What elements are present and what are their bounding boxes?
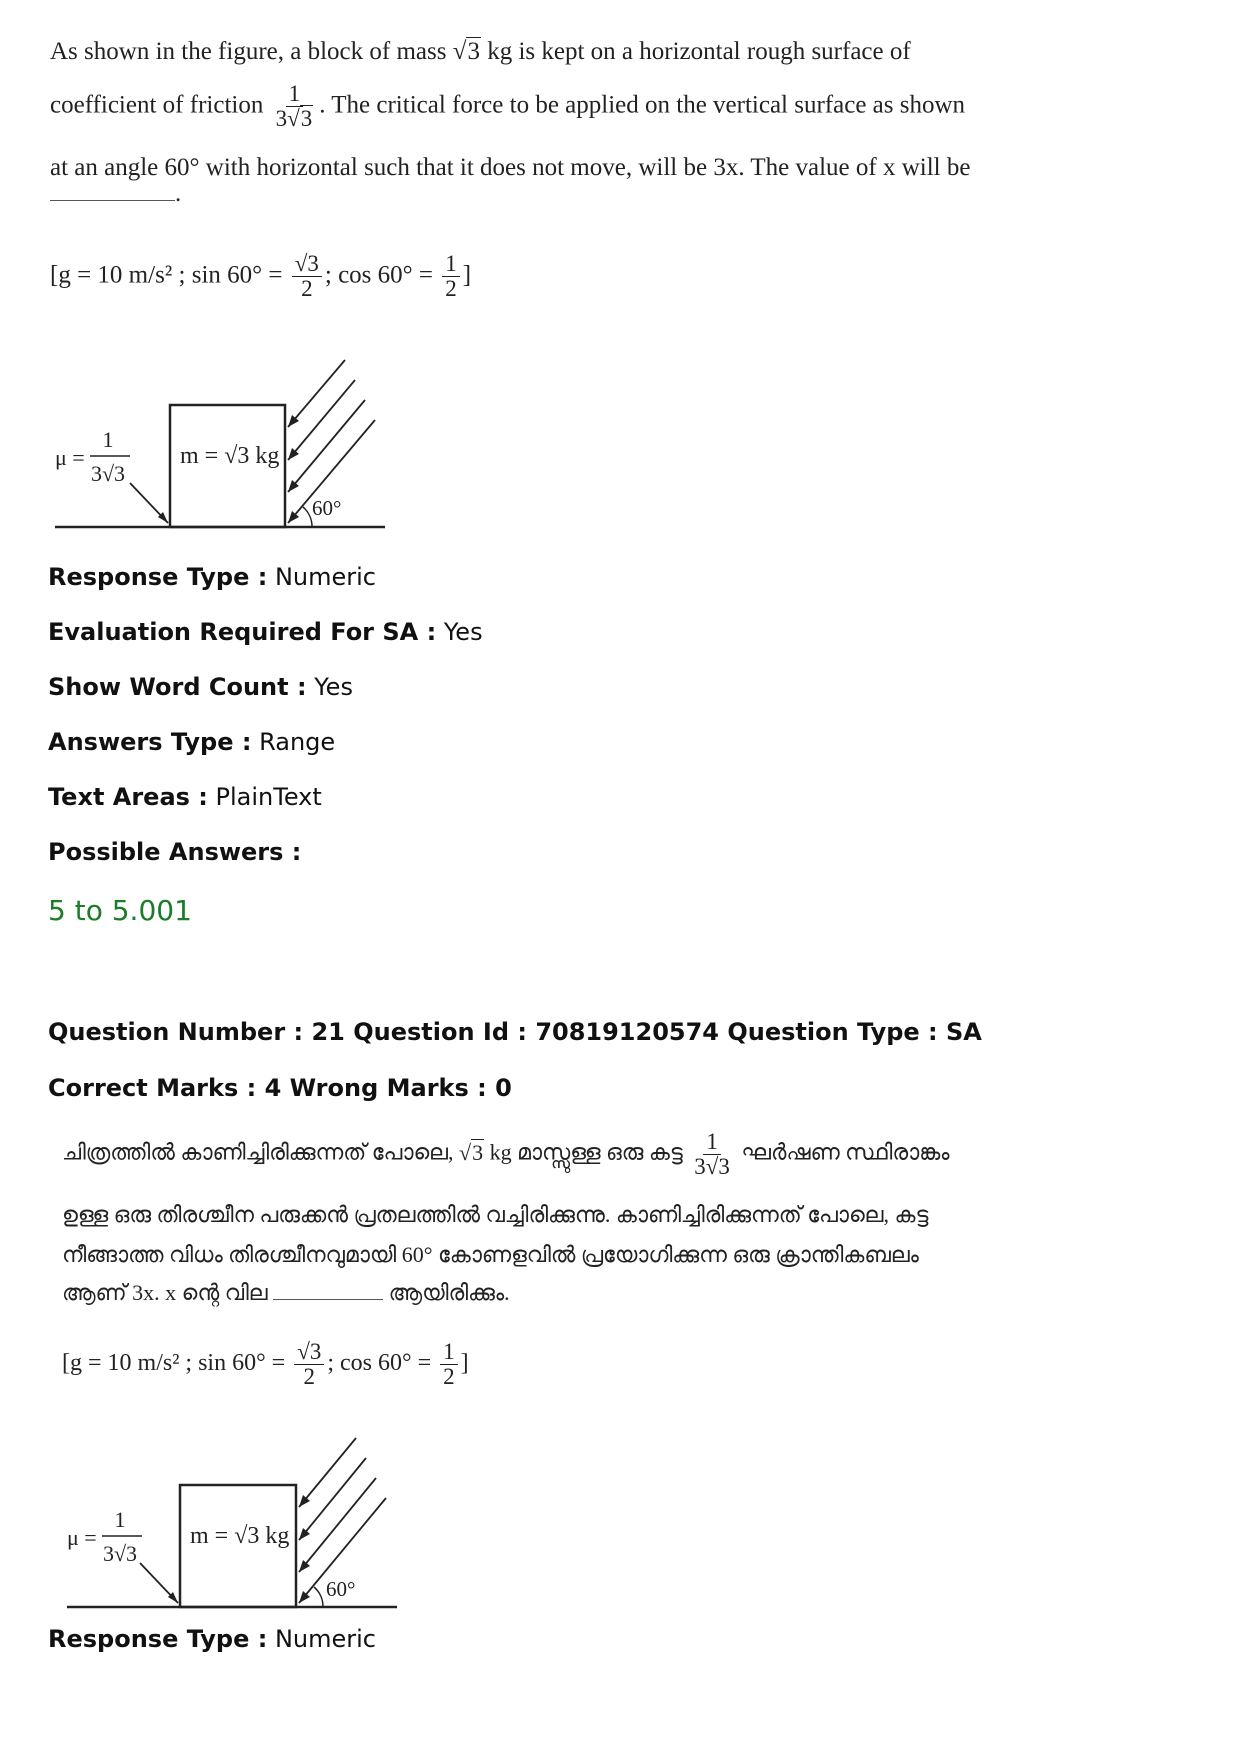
q2-line4-b: ആയിരിക്കും.: [388, 1280, 510, 1305]
q1-mu-den-coef: 3: [275, 106, 288, 132]
q2-line3: നീങ്ങാത്ത വിധം തിരശ്ചീനവുമായി 60° കോണളവിൽ പ്രയോഗിക്കുന്ന ഒരു ക്രാന്തികബലം: [62, 1242, 919, 1267]
q1-cos-den: 2: [445, 276, 457, 302]
question-2-text: [62, 1120, 962, 1420]
figure-mu-den: 3√3: [102, 1541, 138, 1566]
q2-line1-a: ചിത്രത്തിൽ കാണിച്ചിരിക്കുന്നത് പോലെ,: [62, 1139, 454, 1165]
q1-given-a: [g = 10 m/s² ; sin 60° =: [50, 261, 283, 289]
q1-line1-b: kg is kept on a horizontal rough surface of: [487, 38, 911, 65]
q2-cos-den: 2: [443, 1364, 455, 1390]
q2-mu-den: 3√3: [694, 1154, 730, 1180]
q1-given-c: ]: [462, 261, 472, 289]
q2-given-c: ]: [460, 1350, 469, 1377]
q2-figure: [62, 1430, 412, 1615]
q2-line2: ഉള്ള ഒരു തിരശ്ചീന പരുക്കൻ പ്രതലത്തിൽ വച്ചിരിക്കുന്നു. കാണിച്ചിരിക്കുന്നത് പോലെ, കട്ട: [62, 1202, 929, 1227]
figure-mu-den: 3√3: [90, 461, 126, 486]
q2-sin-den: 2: [303, 1364, 316, 1390]
field-evaluation-required: [48, 618, 483, 646]
q1-line2-a: coefficient of friction: [50, 91, 264, 119]
q2-line-1: [62, 1130, 950, 1179]
q2-mu-fraction: [691, 1130, 733, 1179]
q1-line1-a: As shown in the figure, a block of mass: [50, 38, 447, 65]
q2-cos-fraction: [440, 1340, 458, 1389]
field-label: Text Areas :: [48, 783, 208, 811]
figure-mass-label: m = √3 kg: [180, 443, 280, 469]
q2-given-a: [g = 10 m/s² ; sin 60° =: [62, 1350, 286, 1377]
field-value: Range: [259, 728, 336, 756]
q1-line-1: [50, 38, 911, 66]
q2-sin-num: √3: [294, 1340, 324, 1365]
q2-cos-num: 1: [440, 1340, 458, 1365]
question-21-marks: Correct Marks : 4 Wrong Marks : 0: [48, 1074, 512, 1102]
q1-line3: at an angle 60° with horizontal such that it does not move, will be 3x. The value of x will be: [50, 154, 971, 181]
q2-line1-c: ഘർഷണ സ്ഥിരാങ്കം: [741, 1139, 950, 1165]
field-text-areas: [48, 783, 322, 811]
q2-given-b: ; cos 60° =: [327, 1350, 432, 1377]
question-21-header: Question Number : 21 Question Id : 70819120574 Question Type : SA: [48, 1018, 982, 1046]
angle-arc: [303, 507, 312, 527]
field-possible-answers: [48, 838, 301, 866]
q1-mu-den-root: 3: [300, 106, 313, 132]
q2-mass-root: 3: [472, 1139, 484, 1165]
figure-mu-num: 1: [114, 1507, 126, 1532]
q2-line4-a: ആണ് 3x. x ന്റെ വില: [62, 1280, 268, 1305]
field-show-word-count: [48, 673, 353, 701]
field-label: Evaluation Required For SA :: [48, 618, 437, 646]
q2-answer-blank: [273, 1285, 383, 1300]
field-label: Response Type :: [48, 563, 268, 591]
field-label: Answers Type :: [48, 728, 252, 756]
q1-mass-root: 3: [467, 38, 480, 65]
figure-mu-label: μ =: [67, 1525, 97, 1550]
q1-mass-sqrt: √3: [452, 38, 480, 65]
q1-mu-fraction: [273, 82, 317, 131]
q2-line1-b: kg മാസ്സുള്ള ഒരു കട്ട: [489, 1139, 683, 1165]
field-value: PlainText: [215, 783, 322, 811]
field-response-type: [48, 563, 376, 591]
q1-line-3: [50, 154, 970, 182]
field-value: Numeric: [274, 1625, 376, 1653]
q1-line-2: [50, 82, 965, 131]
q1-cos-num: 1: [442, 252, 460, 277]
q1-sin-fraction: [292, 252, 322, 301]
q1-sin-den: 2: [301, 276, 313, 302]
figure-angle-label: 60°: [312, 496, 342, 520]
q1-given-b: ; cos 60° =: [324, 261, 434, 289]
figure-mass-label: m = √3 kg: [190, 1523, 290, 1549]
field-value: Numeric: [274, 563, 376, 591]
q2-line-2: [62, 1202, 928, 1228]
angle-arc: [314, 1587, 323, 1607]
figure-mu-label: μ =: [55, 445, 85, 470]
figure-angle-label: 60°: [326, 1577, 356, 1601]
q1-line2-b: . The critical force to be applied on the vertical surface as shown: [319, 91, 966, 119]
field-response-type-2: [48, 1625, 376, 1653]
q2-line-4: [62, 1280, 510, 1306]
field-value: Yes: [443, 618, 483, 646]
q1-mu-den: 3√3: [275, 106, 313, 132]
q1-mu-num: 1: [286, 82, 304, 107]
q2-mass-sqrt: √3: [458, 1139, 484, 1165]
field-answers-type: [48, 728, 335, 756]
field-label: Response Type :: [48, 1625, 268, 1653]
q1-sin-num: √3: [292, 252, 322, 277]
q1-given-values: [50, 252, 471, 301]
q1-figure: [50, 355, 400, 535]
q1-cos-fraction: [442, 252, 460, 301]
q2-sin-fraction: [294, 1340, 324, 1389]
field-label: Show Word Count :: [48, 673, 307, 701]
figure-mu-num: 1: [102, 427, 114, 452]
q2-line-3: [62, 1242, 919, 1268]
field-value: Yes: [314, 673, 353, 701]
q1-answer-blank: .: [50, 180, 181, 208]
question-1-text: [50, 30, 971, 330]
q2-mu-num: 1: [703, 1130, 721, 1155]
field-label: Possible Answers :: [48, 838, 302, 866]
possible-answer-value: 5 to 5.001: [48, 894, 192, 927]
q2-given-values: [62, 1340, 469, 1389]
